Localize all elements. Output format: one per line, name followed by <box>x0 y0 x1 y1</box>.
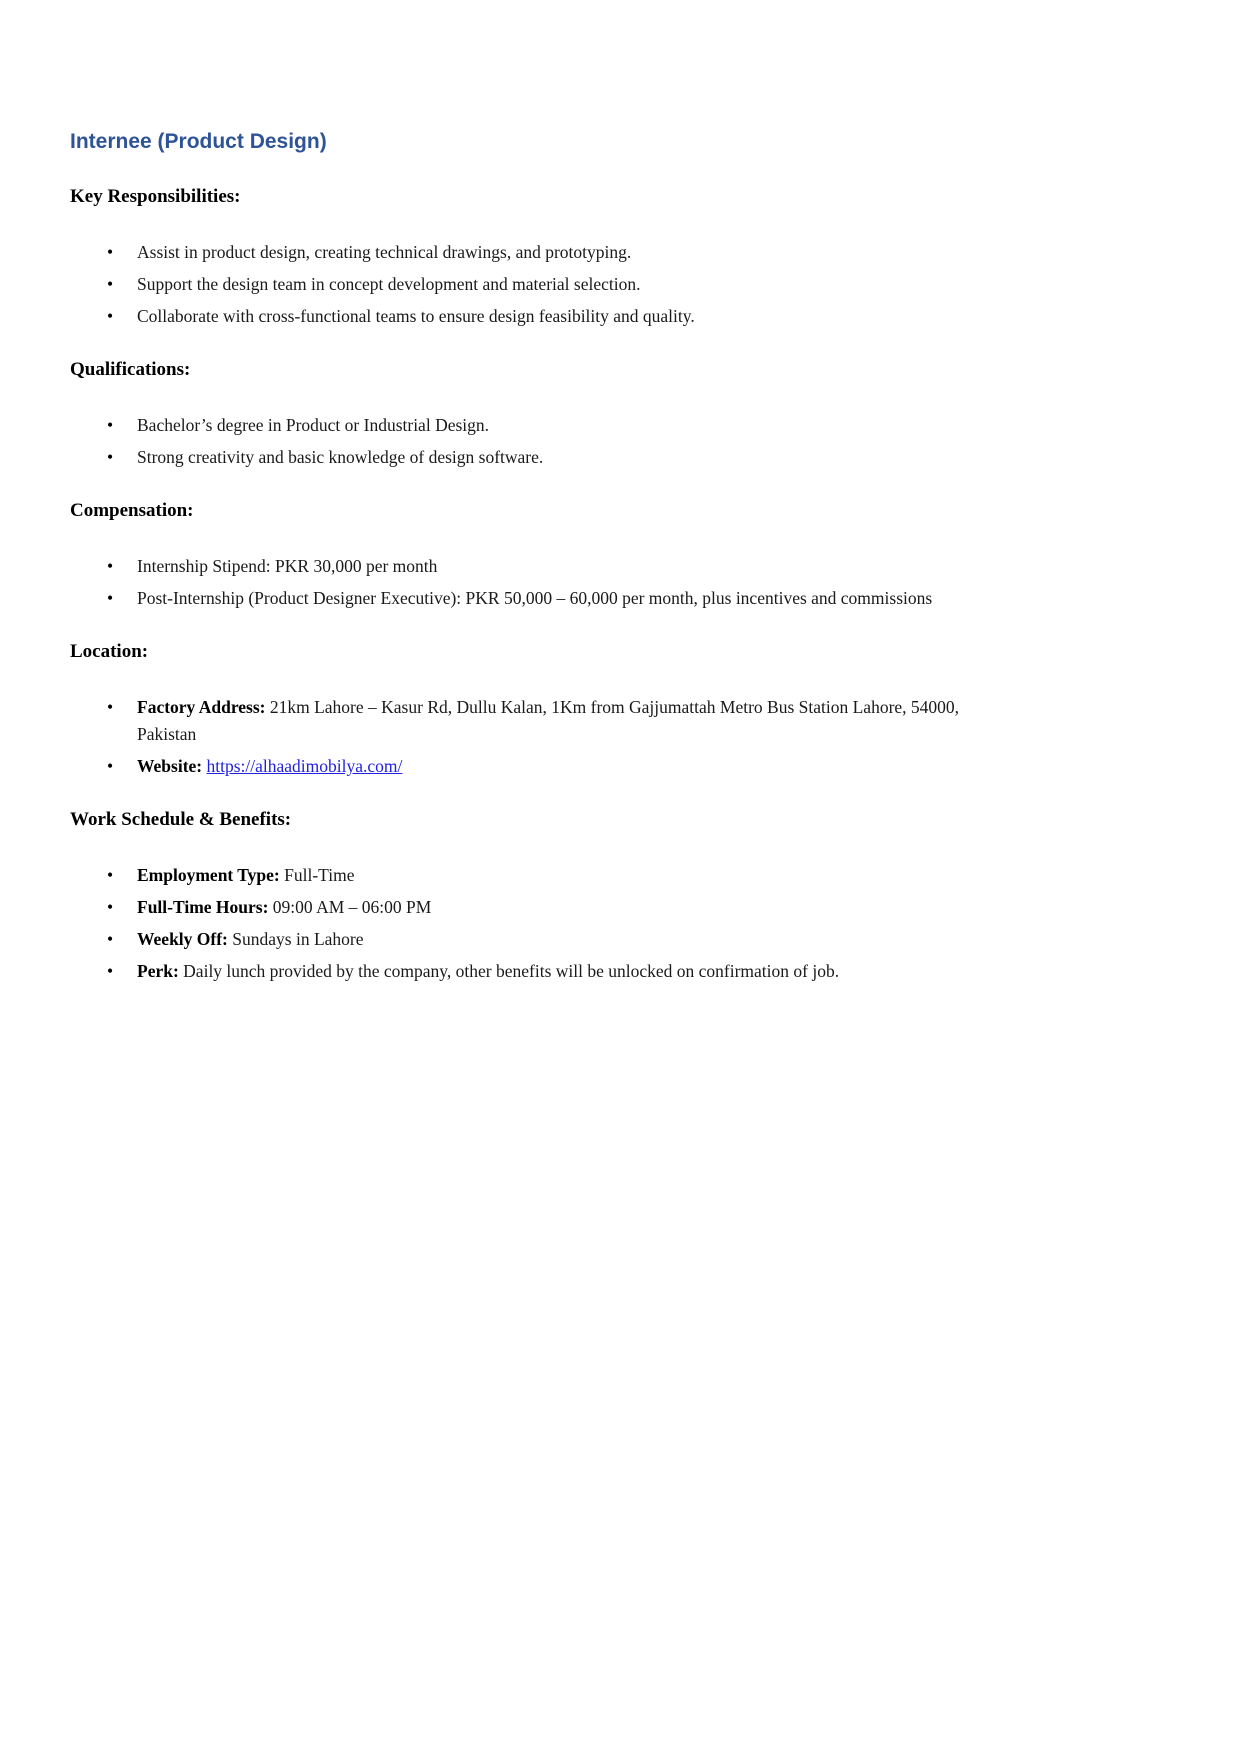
weekly-off-text: Sundays in Lahore <box>232 929 364 949</box>
list-item-text: Bachelor’s degree in Product or Industrial Design. <box>137 415 490 435</box>
compensation-list <box>70 553 1171 612</box>
section-heading-work-schedule-benefits: Work Schedule & Benefits: <box>70 809 292 830</box>
list-item-text: Internship Stipend: PKR 30,000 per month <box>137 556 438 576</box>
work-schedule-benefits-list <box>70 862 1171 985</box>
website-link[interactable]: https://alhaadimobilya.com/ <box>206 756 403 776</box>
section-heading-key-responsibilities: Key Responsibilities: <box>70 186 241 207</box>
list-item <box>137 862 962 889</box>
full-time-hours-text: 09:00 AM – 06:00 PM <box>272 897 432 917</box>
list-item <box>137 958 962 985</box>
list-item <box>137 753 962 780</box>
factory-address-label: Factory Address: <box>137 697 266 717</box>
weekly-off-label: Weekly Off: <box>137 929 228 949</box>
list-item <box>137 926 962 953</box>
employment-type-text: Full-Time <box>284 865 355 885</box>
list-item <box>137 303 962 330</box>
list-item <box>137 444 962 471</box>
list-item <box>137 271 962 298</box>
section-heading-compensation: Compensation: <box>70 500 194 521</box>
website-label: Website: <box>137 756 203 776</box>
list-item <box>137 553 962 580</box>
list-item <box>137 585 962 612</box>
perk-text: Daily lunch provided by the company, other benefits will be unlocked on confirmation of job. <box>183 961 840 981</box>
list-item <box>137 239 962 266</box>
section-heading-location: Location: <box>70 641 149 662</box>
full-time-hours-label: Full-Time Hours: <box>137 897 269 917</box>
factory-address-text: 21km Lahore – Kasur Rd, Dullu Kalan, 1Km from Gajjumattah Metro Bus Station Lahore, 54000, Pakistan <box>137 697 960 744</box>
key-responsibilities-list <box>70 239 1171 330</box>
list-item <box>137 894 962 921</box>
page-title: Internee (Product Design) <box>70 130 327 153</box>
list-item-text: Collaborate with cross-functional teams to ensure design feasibility and quality. <box>137 306 695 326</box>
list-item-text: Assist in product design, creating technical drawings, and prototyping. <box>137 242 632 262</box>
list-item-text: Post-Internship (Product Designer Executive): PKR 50,000 – 60,000 per month, plus incentives and commissions <box>137 588 933 608</box>
section-heading-qualifications: Qualifications: <box>70 359 191 380</box>
list-item <box>137 694 962 748</box>
perk-label: Perk: <box>137 961 179 981</box>
list-item <box>137 412 962 439</box>
employment-type-label: Employment Type: <box>137 865 280 885</box>
list-item-text: Strong creativity and basic knowledge of design software. <box>137 447 544 467</box>
location-list <box>70 694 1171 780</box>
list-item-text: Support the design team in concept development and material selection. <box>137 274 641 294</box>
qualifications-list <box>70 412 1171 471</box>
